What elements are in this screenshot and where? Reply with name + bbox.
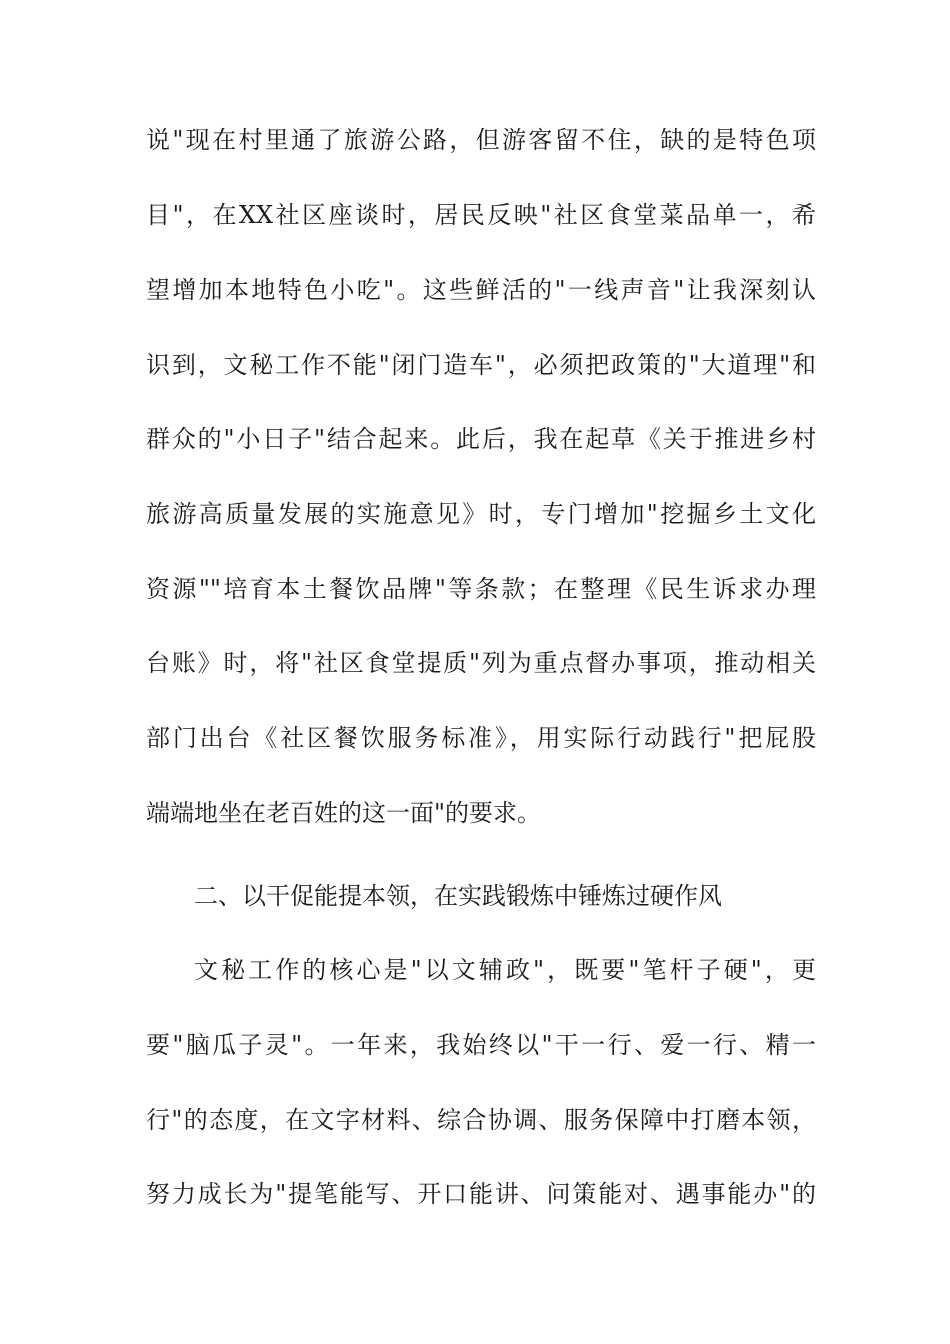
body-text-line: 文秘工作的核心是"以文辅政"，既要"笔杆子硬"，更: [194, 956, 816, 984]
body-text-line: 端端地坐在老百姓的这一面"的要求。: [146, 799, 542, 827]
body-text-line: 部门出台《社区餐饮服务标准》，用实际行动践行"把屁股: [146, 724, 816, 752]
section-heading: 二、以干促能提本领，在实践锻炼中锤炼过硬作风: [194, 882, 722, 910]
body-text-line: 群众的"小日子"结合起来。此后，我在起草《关于推进乡村: [146, 425, 816, 453]
body-text-line: 识到，文秘工作不能"闭门造车"，必须把政策的"大道理"和: [146, 351, 816, 379]
body-text-line: 努力成长为"提笔能写、开口能讲、问策能对、遇事能办"的: [146, 1180, 816, 1208]
body-text-line: 望增加本地特色小吃"。这些鲜活的"一线声音"让我深刻认: [146, 276, 816, 304]
body-text-line: 旅游高质量发展的实施意见》时，专门增加"挖掘乡土文化: [146, 500, 816, 528]
body-text-line: 说"现在村里通了旅游公路，但游客留不住，缺的是特色项: [146, 126, 816, 154]
body-text-line: 目"，在XX社区座谈时，居民反映"社区食堂菜品单一，希: [146, 201, 816, 229]
body-text-line: 要"脑瓜子灵"。一年来，我始终以"干一行、爱一行、精一: [146, 1031, 816, 1059]
body-text-line: 资源""培育本土餐饮品牌"等条款；在整理《民生诉求办理: [146, 575, 816, 603]
body-text-line: 台账》时，将"社区食堂提质"列为重点督办事项，推动相关: [146, 649, 816, 677]
body-text-line: 行"的态度，在文字材料、综合协调、服务保障中打磨本领，: [146, 1106, 816, 1134]
